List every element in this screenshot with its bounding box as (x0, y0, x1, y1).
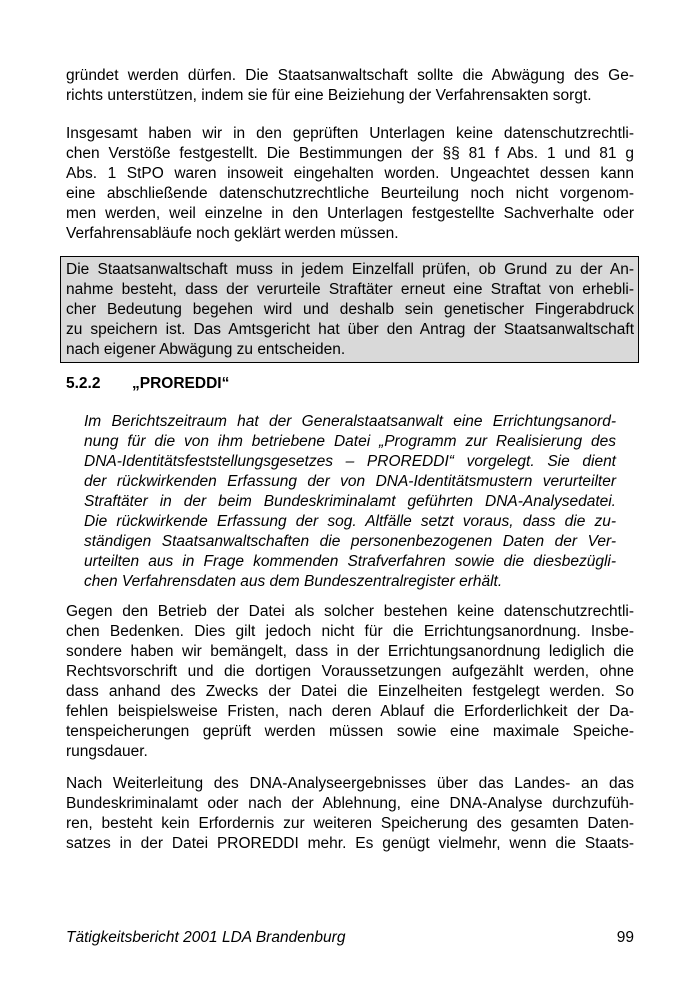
text-line: Abs. 1 StPO waren insoweit eingehalten worden. Ungeachtet dessen kann (66, 165, 634, 182)
text-line: dass anhand des Zwecks der Datei die Einzelheiten festgelegt werden. So (66, 683, 634, 700)
paragraph-findings (66, 124, 634, 244)
text-line: nung für die von ihm betriebene Datei „Programm zur Realisierung des (84, 433, 616, 450)
text-line: zu speichern ist. Das Amtsgericht hat über den Antrag der Staatsanwaltschaft (66, 321, 634, 338)
text-line: ständigen Staatsanwaltschaften die personenbezogenen Daten der Ver- (84, 533, 616, 550)
text-line: men werden, weil einzelne in den Unterlagen festgestellte Sachverhalte oder (66, 205, 634, 222)
text-line: satzes in der Datei PROREDDI mehr. Es genügt vielmehr, wenn die Staats- (66, 835, 634, 852)
section-number: 5.2.2 (66, 375, 101, 392)
paragraph-assessment (66, 602, 634, 762)
text-line: chen Verfahrensdaten aus dem Bundeszentralregister erhält. (84, 573, 503, 590)
text-line: Im Berichtszeitraum hat der Generalstaatsanwalt eine Errichtungsanord- (84, 413, 616, 430)
text-line: sondere haben wir bemängelt, dass in der Errichtungsanordnung lediglich die (66, 643, 634, 660)
text-line: Die rückwirkende Erfassung der sog. Altfälle setzt voraus, dass die zu- (84, 513, 616, 530)
section-title: „PROREDDI“ (132, 375, 230, 392)
text-line: Rechtsvorschrift und die dortigen Voraussetzungen aufgezählt werden, ohne (66, 663, 634, 680)
text-line: rungsdauer. (66, 743, 148, 760)
text-line: der rückwirkenden Erfassung der von DNA-Identitätsmustern verurteilter (84, 473, 616, 490)
text-line: Die Staatsanwaltschaft muss in jedem Einzelfall prüfen, ob Grund zu der An- (66, 261, 634, 278)
paragraph-continuation (66, 66, 634, 106)
text-line: nahme besteht, dass der verurteile Straftäter erneut eine Straftat von erhebli- (66, 281, 634, 298)
footer-page-number: 99 (616, 929, 634, 946)
text-line: DNA-Identitätsfeststellungsgesetzes – PROREDDI“ vorgelegt. Sie dient (84, 453, 616, 470)
footer-publication: Tätigkeitsbericht 2001 LDA Brandenburg (66, 929, 346, 946)
text-line: richts unterstützen, indem sie für eine Beiziehung der Verfahrensakten sorgt. (66, 87, 592, 104)
text-line: Nach Weiterleitung des DNA-Analyseergebnisses über das Landes- an das (66, 775, 634, 792)
text-line: Verfahrensabläufe noch geklärt werden müssen. (66, 225, 399, 242)
text-line: chen Verstöße festgestellt. Die Bestimmungen der §§ 81 f Abs. 1 und 81 g (66, 145, 634, 162)
text-line: ren, besteht kein Erfordernis zur weiteren Speicherung des gesamten Daten- (66, 815, 634, 832)
text-line: Straftäter in der beim Bundeskriminalamt geführten DNA-Analysedatei. (84, 493, 616, 510)
text-line: chen Bedenken. Dies gilt jedoch nicht für die Errichtungsanordnung. Insbe- (66, 623, 634, 640)
text-line: Insgesamt haben wir in den geprüften Unterlagen keine datenschutzrechtli- (66, 125, 634, 142)
text-line: Gegen den Betrieb der Datei als solcher bestehen keine datenschutzrechtli- (66, 603, 634, 620)
highlight-box (60, 256, 639, 363)
paragraph-retention (66, 774, 634, 854)
text-line: fehlen beispielsweise Fristen, nach deren Ablauf die Erforderlichkeit der Da- (66, 703, 634, 720)
section-heading (66, 374, 229, 394)
text-line: tenspeicherungen geprüft werden müssen sowie eine maximale Speiche- (66, 723, 634, 740)
summary-quote (84, 412, 616, 592)
text-line: cher Bedeutung begehen wird und deshalb sein genetischer Fingerabdruck (66, 301, 634, 318)
text-line: urteilten aus in Frage kommenden Strafverfahren sowie die diesbezügli- (84, 553, 616, 570)
text-line: nach eigener Abwägung zu entscheiden. (66, 341, 346, 358)
text-line: Bundeskriminalamt oder nach der Ablehnung, eine DNA-Analyse durchzufüh- (66, 795, 634, 812)
text-line: gründet werden dürfen. Die Staatsanwaltschaft sollte die Abwägung des Ge- (66, 67, 634, 84)
text-line: eine abschließende datenschutzrechtliche Beurteilung noch nicht vorgenom- (66, 185, 634, 202)
